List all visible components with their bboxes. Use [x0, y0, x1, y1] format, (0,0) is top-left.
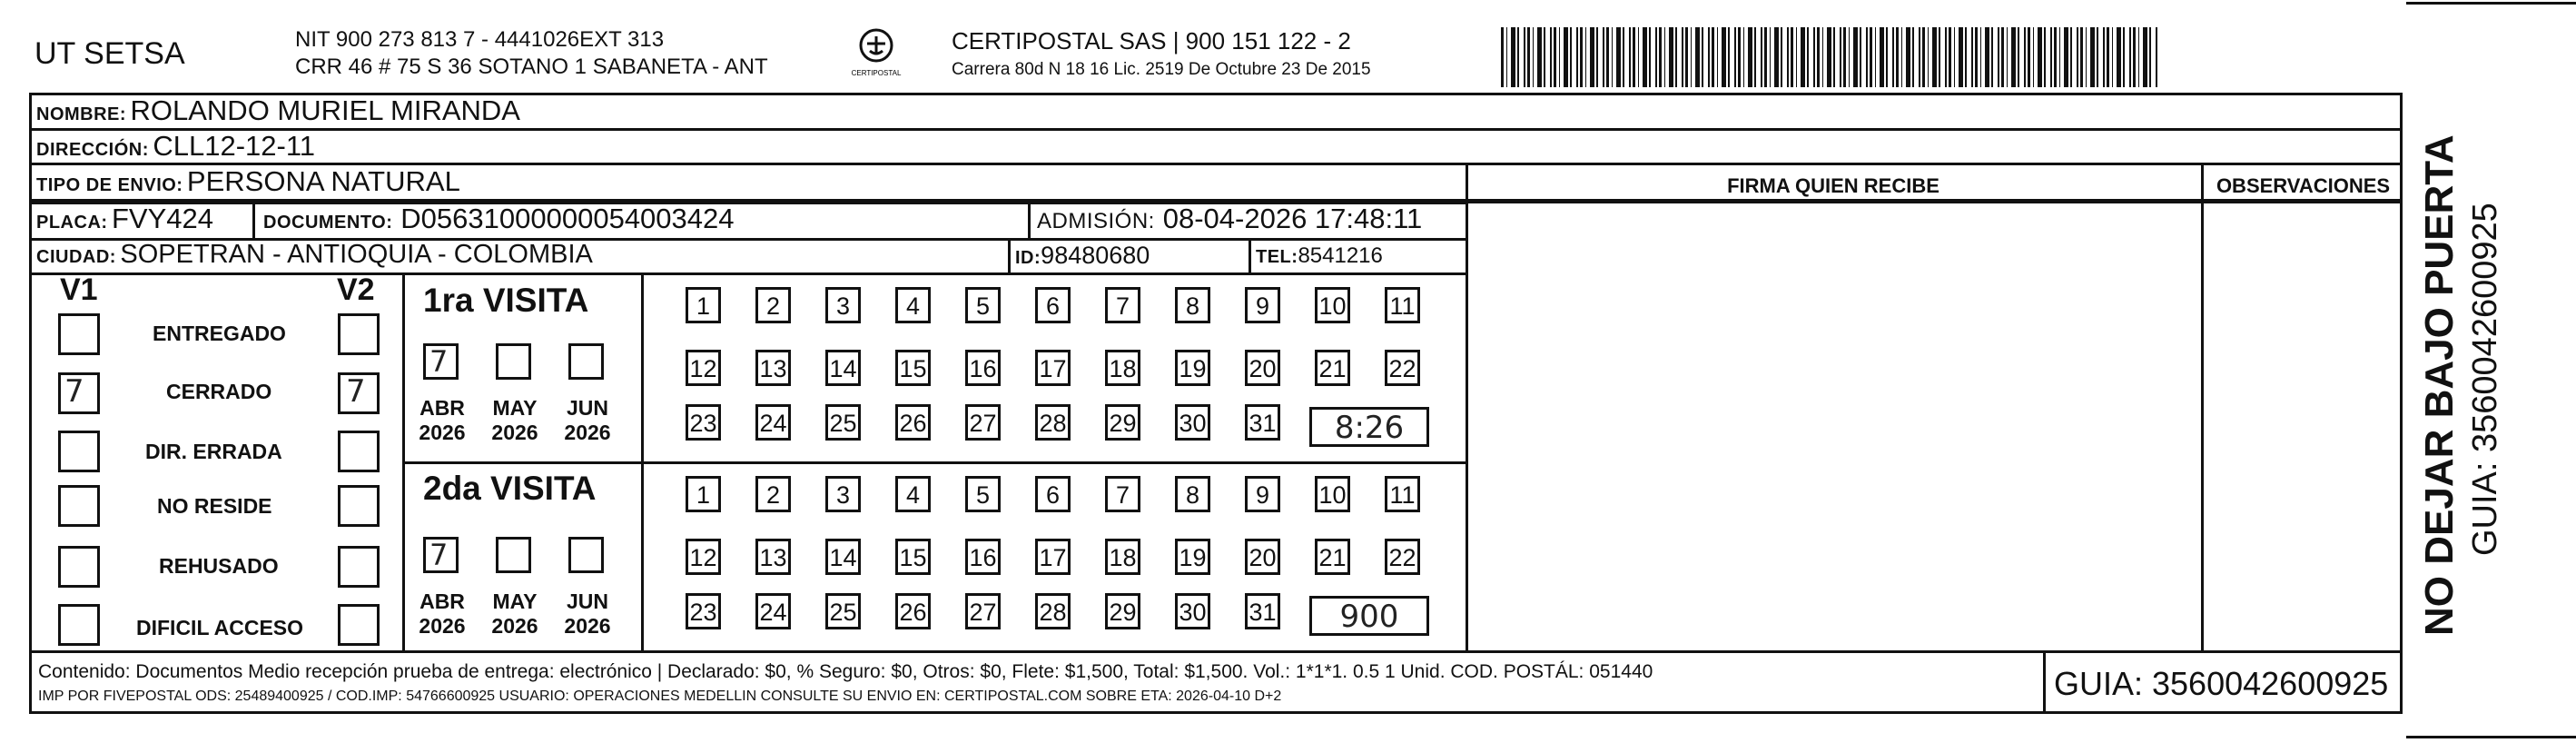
visit1-day-18[interactable]: 18 [1105, 350, 1140, 386]
month-year: 2026 [419, 614, 466, 638]
visit1-day-19[interactable]: 19 [1175, 350, 1210, 386]
tel-label: TEL: [1256, 247, 1298, 267]
certipostal-name: CERTIPOSTAL SAS | 900 151 122 - 2 [952, 27, 1351, 54]
visit1-time: 8:26 [1334, 410, 1405, 446]
nombre-row [36, 94, 520, 127]
side-guia: GUIA: 3560042600925 [2466, 203, 2504, 556]
footer-guia: GUIA: 3560042600925 [2054, 665, 2389, 702]
tipo-label: TIPO DE ENVIO: [36, 175, 183, 195]
visit2-month-abr [413, 589, 471, 639]
visit1-title: 1ra VISITA [423, 282, 589, 319]
visit2-day-9[interactable]: 9 [1245, 476, 1280, 512]
visit1-day-6[interactable]: 6 [1035, 287, 1071, 323]
col-divider [1249, 238, 1251, 272]
firma-header: FIRMA QUIEN RECIBE [1727, 174, 1939, 197]
tipo-value: PERSONA NATURAL [186, 165, 460, 197]
company-name: UT SETSA [35, 36, 185, 71]
visit1-month-abr-checkbox[interactable] [423, 343, 459, 380]
visit1-day-1[interactable]: 1 [686, 287, 721, 323]
visit1-day-28[interactable]: 28 [1035, 404, 1071, 441]
documento-value: D05631000000054003424 [400, 203, 735, 234]
visit1-day-23[interactable]: 23 [686, 404, 721, 441]
v2-entregado-checkbox[interactable] [338, 313, 380, 355]
visit1-day-25[interactable]: 25 [825, 404, 861, 441]
col-divider [2201, 164, 2204, 653]
admision-cell [1037, 203, 1422, 235]
visit2-month-jun-checkbox[interactable] [568, 537, 604, 573]
visit1-day-16[interactable]: 16 [965, 350, 1001, 386]
visit1-day-10[interactable]: 10 [1315, 287, 1350, 323]
visit2-day-8[interactable]: 8 [1175, 476, 1210, 512]
month-year: 2026 [564, 614, 611, 638]
visit1-day-8[interactable]: 8 [1175, 287, 1210, 323]
visit2-day-31[interactable]: 31 [1245, 593, 1280, 629]
visit1-day-3[interactable]: 3 [825, 287, 861, 323]
status-label-rehusado: REHUSADO [159, 554, 279, 578]
row-divider [1466, 201, 2403, 203]
visit1-day-26[interactable]: 26 [895, 404, 931, 441]
visit1-day-7[interactable]: 7 [1105, 287, 1140, 323]
status-label-no-reside: NO RESIDE [157, 494, 272, 518]
visit1-day-2[interactable]: 2 [755, 287, 791, 323]
barcode [1501, 27, 2159, 87]
placa-value: FVY424 [112, 203, 214, 234]
footer-print-line: IMP POR FIVEPOSTAL ODS: 25489400925 / COD.IMP: 54766600925 USUARIO: OPERACIONES MEDELLIN CONSULTE SU ENVIO EN: CERTIPOSTAL.COM SOBRE ETA: 2026-04-10 D+2 [38, 689, 1282, 704]
visit2-day-20[interactable]: 20 [1245, 539, 1280, 575]
month-name: JUN [566, 589, 608, 613]
tel-value: 8541216 [1298, 243, 1383, 268]
visit2-day-2[interactable]: 2 [755, 476, 791, 512]
visit1-day-29[interactable]: 29 [1105, 404, 1140, 441]
visit1-day-13[interactable]: 13 [755, 350, 791, 386]
month-year: 2026 [491, 421, 538, 444]
visit1-month-jun-checkbox[interactable] [568, 343, 604, 380]
direccion-value: CLL12-12-11 [153, 130, 316, 162]
col-divider [1466, 164, 1468, 653]
visit1-day-5[interactable]: 5 [965, 287, 1001, 323]
v1-dificil-acceso-checkbox[interactable] [58, 604, 100, 646]
month-name: MAY [492, 396, 538, 420]
visit2-day-6[interactable]: 6 [1035, 476, 1071, 512]
visit2-day-3[interactable]: 3 [825, 476, 861, 512]
visit2-month-may [486, 589, 544, 639]
v1-no-reside-checkbox[interactable] [58, 485, 100, 527]
visit2-day-14[interactable]: 14 [825, 539, 861, 575]
v1-label: V1 [60, 272, 98, 307]
certipostal-address: Carrera 80d N 18 16 Lic. 2519 De Octubre 23 De 2015 [952, 60, 1371, 79]
col-divider [1008, 238, 1011, 272]
visit2-day-17[interactable]: 17 [1035, 539, 1071, 575]
visit1-day-15[interactable]: 15 [895, 350, 931, 386]
ciudad-value: SOPETRAN - ANTIOQUIA - COLOMBIA [120, 240, 593, 269]
visit2-day-22[interactable]: 22 [1385, 539, 1420, 575]
ciudad-label: CIUDAD: [36, 247, 116, 267]
visit2-time: 900 [1339, 599, 1399, 635]
visit2-time-box[interactable] [1309, 596, 1429, 636]
direccion-row [36, 130, 315, 163]
check-mark: 7 [346, 373, 366, 410]
company-nit: NIT 900 273 813 7 - 4441026EXT 313 [295, 27, 665, 52]
placa-label: PLACA: [36, 213, 108, 233]
admision-label: ADMISIÓN: [1037, 209, 1155, 233]
visit2-day-18[interactable]: 18 [1105, 539, 1140, 575]
visit2-month-may-checkbox[interactable] [496, 537, 531, 573]
visit2-day-5[interactable]: 5 [965, 476, 1001, 512]
edge-line-bottom [2406, 736, 2576, 738]
col-divider [1028, 202, 1031, 238]
tipo-row [36, 165, 460, 198]
status-label-cerrado: CERRADO [166, 380, 272, 403]
visit1-month-jun [558, 396, 617, 445]
row-divider [29, 128, 2403, 131]
visit2-day-21[interactable]: 21 [1315, 539, 1350, 575]
visit2-day-15[interactable]: 15 [895, 539, 931, 575]
v2-no-reside-checkbox[interactable] [338, 485, 380, 527]
observaciones-header: OBSERVACIONES [2216, 174, 2391, 197]
tel-cell [1256, 243, 1383, 269]
check-mark: 7 [429, 538, 449, 572]
visit2-day-25[interactable]: 25 [825, 593, 861, 629]
v2-cerrado-checkbox[interactable] [338, 372, 380, 414]
nombre-value: ROLANDO MURIEL MIRANDA [130, 94, 520, 126]
id-value: 98480680 [1041, 242, 1150, 269]
direccion-label: DIRECCIÓN: [36, 140, 149, 160]
month-year: 2026 [564, 421, 611, 444]
check-mark: 7 [429, 344, 449, 379]
v2-dir-errada-checkbox[interactable] [338, 431, 380, 472]
id-cell [1015, 242, 1150, 270]
check-mark: 7 [64, 373, 84, 410]
visit1-day-14[interactable]: 14 [825, 350, 861, 386]
col-divider [252, 202, 255, 238]
month-name: ABR [419, 589, 465, 613]
visit2-day-11[interactable]: 11 [1385, 476, 1420, 512]
v2-dificil-acceso-checkbox[interactable] [338, 604, 380, 646]
visit1-month-may [486, 396, 544, 445]
nombre-label: NOMBRE: [36, 104, 127, 124]
status-label-dir-errada: DIR. ERRADA [145, 440, 282, 463]
visit2-month-abr-checkbox[interactable] [423, 537, 459, 573]
visit2-day-1[interactable]: 1 [686, 476, 721, 512]
v1-rehusado-checkbox[interactable] [58, 546, 100, 588]
month-name: ABR [419, 396, 465, 420]
v1-dir-errada-checkbox[interactable] [58, 431, 100, 472]
visit2-day-27[interactable]: 27 [965, 593, 1001, 629]
visit2-day-4[interactable]: 4 [895, 476, 931, 512]
side-title: NO DEJAR BAJO PUERTA [2417, 134, 2462, 636]
footer-content-line: Contenido: Documentos Medio recepción prueba de entrega: electrónico | Declarado: $0, % Seguro: $0, Otros: $0, Flete: $1,500, Total: $1,500. Vol.: 1*1*1. 0.5 1 Unid. COD. POSTÁL: 051440 [38, 661, 1653, 682]
visit2-day-10[interactable]: 10 [1315, 476, 1350, 512]
id-label: ID: [1015, 248, 1041, 268]
status-label-dificil-acceso: DIFICIL ACCESO [136, 616, 304, 639]
documento-cell [263, 203, 735, 235]
visit1-day-20[interactable]: 20 [1245, 350, 1280, 386]
visit2-day-23[interactable]: 23 [686, 593, 721, 629]
documento-label: DOCUMENTO: [263, 213, 393, 233]
month-year: 2026 [491, 614, 538, 638]
edge-line-top [2406, 2, 2576, 5]
row-divider [29, 272, 1466, 275]
month-name: JUN [566, 396, 608, 420]
visit2-day-13[interactable]: 13 [755, 539, 791, 575]
visit2-day-19[interactable]: 19 [1175, 539, 1210, 575]
certipostal-logo [835, 25, 917, 82]
visit2-day-26[interactable]: 26 [895, 593, 931, 629]
admision-value: 08-04-2026 17:48:11 [1162, 203, 1423, 234]
visit1-day-4[interactable]: 4 [895, 287, 931, 323]
visit1-day-27[interactable]: 27 [965, 404, 1001, 441]
visit1-day-30[interactable]: 30 [1175, 404, 1210, 441]
visit2-day-30[interactable]: 30 [1175, 593, 1210, 629]
svg-text:CERTIPOSTAL: CERTIPOSTAL [851, 69, 902, 77]
visit1-time-box[interactable] [1309, 407, 1429, 447]
visit1-day-9[interactable]: 9 [1245, 287, 1280, 323]
visit2-day-29[interactable]: 29 [1105, 593, 1140, 629]
v2-label: V2 [337, 272, 375, 307]
month-year: 2026 [419, 421, 466, 444]
visit1-day-12[interactable]: 12 [686, 350, 721, 386]
visit1-month-abr [413, 396, 471, 445]
visit2-day-16[interactable]: 16 [965, 539, 1001, 575]
visit1-day-24[interactable]: 24 [755, 404, 791, 441]
col-divider [2043, 650, 2046, 714]
visit2-month-jun [558, 589, 617, 639]
status-label-entregado: ENTREGADO [153, 322, 286, 345]
ciudad-cell [36, 240, 593, 270]
visit1-day-22[interactable]: 22 [1385, 350, 1420, 386]
row-divider [402, 461, 1466, 464]
company-address: CRR 46 # 75 S 36 SOTANO 1 SABANETA - ANT [295, 54, 768, 79]
visit1-day-21[interactable]: 21 [1315, 350, 1350, 386]
visit1-day-11[interactable]: 11 [1385, 287, 1420, 323]
placa-cell [36, 203, 213, 235]
visit2-day-24[interactable]: 24 [755, 593, 791, 629]
row-divider [29, 650, 2403, 653]
v1-entregado-checkbox[interactable] [58, 313, 100, 355]
v1-cerrado-checkbox[interactable] [58, 372, 100, 414]
visit2-day-28[interactable]: 28 [1035, 593, 1071, 629]
v2-rehusado-checkbox[interactable] [338, 546, 380, 588]
month-name: MAY [492, 589, 538, 613]
visit2-title: 2da VISITA [423, 470, 597, 507]
visit1-month-may-checkbox[interactable] [496, 343, 531, 380]
visit1-day-17[interactable]: 17 [1035, 350, 1071, 386]
visit2-day-12[interactable]: 12 [686, 539, 721, 575]
visit1-day-31[interactable]: 31 [1245, 404, 1280, 441]
visit2-day-7[interactable]: 7 [1105, 476, 1140, 512]
